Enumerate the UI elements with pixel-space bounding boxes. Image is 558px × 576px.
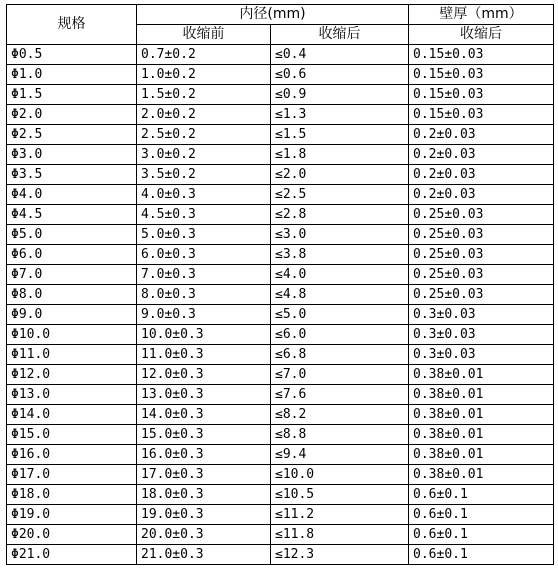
- cell-wall-thickness: 0.6±0.1: [409, 505, 554, 525]
- cell-wall-thickness: 0.15±0.03: [409, 45, 554, 65]
- cell-wall-thickness: 0.38±0.01: [409, 385, 554, 405]
- table-row: [7, 405, 554, 425]
- cell-before-shrink: 4.0±0.3: [137, 185, 271, 205]
- cell-spec: Φ0.5: [7, 45, 137, 65]
- cell-before-shrink: 9.0±0.3: [137, 305, 271, 325]
- cell-spec: Φ13.0: [7, 385, 137, 405]
- header-after-shrink: 收缩后: [271, 25, 409, 45]
- cell-after-shrink: ≤6.8: [271, 345, 409, 365]
- cell-spec: Φ18.0: [7, 485, 137, 505]
- cell-after-shrink: ≤4.8: [271, 285, 409, 305]
- table-row: [7, 285, 554, 305]
- table-row: [7, 385, 554, 405]
- cell-before-shrink: 4.5±0.3: [137, 205, 271, 225]
- cell-after-shrink: ≤7.0: [271, 365, 409, 385]
- table-row: [7, 525, 554, 545]
- cell-before-shrink: 19.0±0.3: [137, 505, 271, 525]
- cell-after-shrink: ≤1.3: [271, 105, 409, 125]
- header-spec: 规格: [7, 5, 137, 45]
- cell-wall-thickness: 0.25±0.03: [409, 285, 554, 305]
- cell-spec: Φ3.5: [7, 165, 137, 185]
- cell-before-shrink: 13.0±0.3: [137, 385, 271, 405]
- cell-after-shrink: ≤3.8: [271, 245, 409, 265]
- cell-after-shrink: ≤11.8: [271, 525, 409, 545]
- cell-before-shrink: 6.0±0.3: [137, 245, 271, 265]
- cell-spec: Φ7.0: [7, 265, 137, 285]
- table-row: [7, 85, 554, 105]
- cell-spec: Φ4.0: [7, 185, 137, 205]
- cell-before-shrink: 15.0±0.3: [137, 425, 271, 445]
- cell-spec: Φ4.5: [7, 205, 137, 225]
- cell-after-shrink: ≤8.2: [271, 405, 409, 425]
- cell-wall-thickness: 0.25±0.03: [409, 225, 554, 245]
- cell-wall-thickness: 0.3±0.03: [409, 305, 554, 325]
- table-row: [7, 65, 554, 85]
- cell-before-shrink: 20.0±0.3: [137, 525, 271, 545]
- cell-before-shrink: 17.0±0.3: [137, 465, 271, 485]
- table-row: [7, 465, 554, 485]
- table-row: [7, 165, 554, 185]
- table-row: [7, 325, 554, 345]
- header-wall-thickness: 壁厚（mm）: [409, 5, 554, 25]
- cell-before-shrink: 11.0±0.3: [137, 345, 271, 365]
- table-body: [7, 45, 554, 565]
- cell-before-shrink: 10.0±0.3: [137, 325, 271, 345]
- cell-after-shrink: ≤9.4: [271, 445, 409, 465]
- header-wall-after-shrink: 收缩后: [409, 25, 554, 45]
- cell-wall-thickness: 0.2±0.03: [409, 165, 554, 185]
- cell-wall-thickness: 0.38±0.01: [409, 465, 554, 485]
- cell-spec: Φ11.0: [7, 345, 137, 365]
- heat-shrink-spec-table: [6, 4, 554, 565]
- cell-wall-thickness: 0.6±0.1: [409, 545, 554, 565]
- cell-before-shrink: 8.0±0.3: [137, 285, 271, 305]
- cell-after-shrink: ≤0.6: [271, 65, 409, 85]
- table-row: [7, 485, 554, 505]
- cell-after-shrink: ≤2.0: [271, 165, 409, 185]
- table-row: [7, 245, 554, 265]
- table-row: [7, 305, 554, 325]
- cell-wall-thickness: 0.38±0.01: [409, 405, 554, 425]
- cell-spec: Φ12.0: [7, 365, 137, 385]
- cell-before-shrink: 0.7±0.2: [137, 45, 271, 65]
- cell-wall-thickness: 0.38±0.01: [409, 365, 554, 385]
- table-row: [7, 505, 554, 525]
- table-row: [7, 105, 554, 125]
- cell-after-shrink: ≤10.0: [271, 465, 409, 485]
- cell-after-shrink: ≤3.0: [271, 225, 409, 245]
- cell-spec: Φ16.0: [7, 445, 137, 465]
- cell-spec: Φ10.0: [7, 325, 137, 345]
- cell-before-shrink: 3.0±0.2: [137, 145, 271, 165]
- cell-before-shrink: 2.5±0.2: [137, 125, 271, 145]
- cell-before-shrink: 7.0±0.3: [137, 265, 271, 285]
- cell-spec: Φ9.0: [7, 305, 137, 325]
- cell-wall-thickness: 0.15±0.03: [409, 85, 554, 105]
- cell-after-shrink: ≤12.3: [271, 545, 409, 565]
- cell-wall-thickness: 0.38±0.01: [409, 425, 554, 445]
- cell-after-shrink: ≤6.0: [271, 325, 409, 345]
- cell-wall-thickness: 0.15±0.03: [409, 65, 554, 85]
- cell-after-shrink: ≤8.8: [271, 425, 409, 445]
- cell-after-shrink: ≤2.5: [271, 185, 409, 205]
- spec-table-container: [6, 4, 554, 565]
- cell-wall-thickness: 0.2±0.03: [409, 185, 554, 205]
- cell-wall-thickness: 0.6±0.1: [409, 485, 554, 505]
- cell-spec: Φ8.0: [7, 285, 137, 305]
- cell-spec: Φ5.0: [7, 225, 137, 245]
- cell-spec: Φ21.0: [7, 545, 137, 565]
- table-row: [7, 365, 554, 385]
- cell-after-shrink: ≤11.2: [271, 505, 409, 525]
- cell-spec: Φ1.5: [7, 85, 137, 105]
- cell-spec: Φ14.0: [7, 405, 137, 425]
- cell-before-shrink: 1.5±0.2: [137, 85, 271, 105]
- cell-spec: Φ1.0: [7, 65, 137, 85]
- cell-after-shrink: ≤0.4: [271, 45, 409, 65]
- cell-wall-thickness: 0.38±0.01: [409, 445, 554, 465]
- cell-before-shrink: 5.0±0.3: [137, 225, 271, 245]
- table-row: [7, 125, 554, 145]
- cell-wall-thickness: 0.2±0.03: [409, 125, 554, 145]
- cell-wall-thickness: 0.2±0.03: [409, 145, 554, 165]
- cell-wall-thickness: 0.3±0.03: [409, 345, 554, 365]
- table-header: [7, 5, 554, 45]
- cell-spec: Φ15.0: [7, 425, 137, 445]
- cell-before-shrink: 2.0±0.2: [137, 105, 271, 125]
- cell-after-shrink: ≤7.6: [271, 385, 409, 405]
- cell-spec: Φ6.0: [7, 245, 137, 265]
- cell-wall-thickness: 0.3±0.03: [409, 325, 554, 345]
- cell-spec: Φ20.0: [7, 525, 137, 545]
- table-row: [7, 205, 554, 225]
- cell-before-shrink: 14.0±0.3: [137, 405, 271, 425]
- table-row: [7, 45, 554, 65]
- header-before-shrink: 收缩前: [137, 25, 271, 45]
- table-row: [7, 185, 554, 205]
- header-row-top: [7, 5, 554, 25]
- table-row: [7, 145, 554, 165]
- cell-before-shrink: 16.0±0.3: [137, 445, 271, 465]
- cell-before-shrink: 18.0±0.3: [137, 485, 271, 505]
- cell-before-shrink: 12.0±0.3: [137, 365, 271, 385]
- cell-wall-thickness: 0.15±0.03: [409, 105, 554, 125]
- cell-wall-thickness: 0.25±0.03: [409, 205, 554, 225]
- cell-spec: Φ2.0: [7, 105, 137, 125]
- table-row: [7, 545, 554, 565]
- cell-after-shrink: ≤4.0: [271, 265, 409, 285]
- header-inner-diameter: 内径(mm): [137, 5, 409, 25]
- table-row: [7, 345, 554, 365]
- table-row: [7, 425, 554, 445]
- cell-before-shrink: 21.0±0.3: [137, 545, 271, 565]
- cell-before-shrink: 3.5±0.2: [137, 165, 271, 185]
- cell-before-shrink: 1.0±0.2: [137, 65, 271, 85]
- table-row: [7, 265, 554, 285]
- cell-after-shrink: ≤1.5: [271, 125, 409, 145]
- cell-wall-thickness: 0.25±0.03: [409, 265, 554, 285]
- cell-after-shrink: ≤10.5: [271, 485, 409, 505]
- cell-wall-thickness: 0.6±0.1: [409, 525, 554, 545]
- cell-after-shrink: ≤5.0: [271, 305, 409, 325]
- cell-spec: Φ17.0: [7, 465, 137, 485]
- cell-after-shrink: ≤1.8: [271, 145, 409, 165]
- cell-after-shrink: ≤0.9: [271, 85, 409, 105]
- cell-spec: Φ3.0: [7, 145, 137, 165]
- cell-spec: Φ2.5: [7, 125, 137, 145]
- cell-after-shrink: ≤2.8: [271, 205, 409, 225]
- table-row: [7, 225, 554, 245]
- cell-spec: Φ19.0: [7, 505, 137, 525]
- table-row: [7, 445, 554, 465]
- cell-wall-thickness: 0.25±0.03: [409, 245, 554, 265]
